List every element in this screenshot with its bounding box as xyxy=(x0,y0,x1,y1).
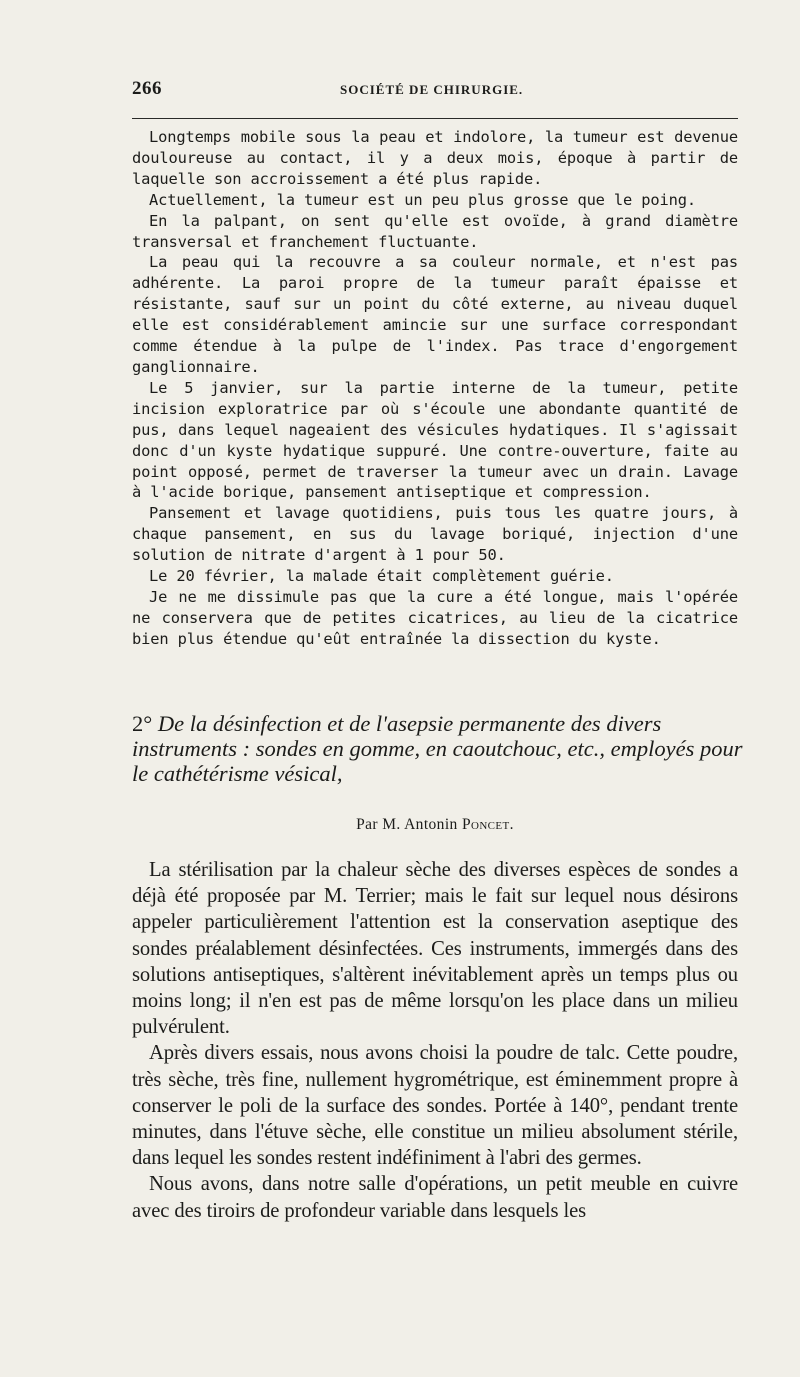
author-name: Poncet. xyxy=(461,816,514,833)
paragraph: Le 5 janvier, sur la partie interne de la tumeur, petite incision exploratrice par où s'écoule une abondante quantité de pus, dans lequel nageaient des vésicules hydatiques. Il s'agissait donc d'un kyste hydatique suppuré. Une contre-ouverture, faite au point opposé, permet de traverser la tumeur avec un drain. Lavage à l'acide borique, pansement antiseptique et compression. xyxy=(132,378,738,502)
page-header xyxy=(132,78,738,108)
paragraph: Pansement et lavage quotidiens, puis tous les quatre jours, à chaque pansement, en sus du lavage boriqué, injection d'une solution de nitrate d'argent à 1 pour 50. xyxy=(132,504,738,565)
header-rule xyxy=(132,118,738,119)
paragraph: Nous avons, dans notre salle d'opérations, un petit meuble en cuivre avec des tiroirs de profondeur variable dans lesquels les xyxy=(132,1173,738,1222)
paragraph: La stérilisation par la chaleur sèche des diverses espèces de sondes a déjà été proposée par M. Terrier; mais le fait sur lequel nous désirons appeler particulièrement l'attention est la conservation aseptique des sondes préalablement désinfectées. Ces instruments, immergés dans des solutions antiseptiques, s'altèrent inévitablement après un temps plus ou moins long; il n'en est pas de même lorsqu'on les place dans un milieu pulvérulent. xyxy=(132,859,738,1039)
paragraph: Le 20 février, la malade était complètement guérie. xyxy=(149,567,614,586)
section-heading xyxy=(132,711,744,786)
paragraph: En la palpant, on sent qu'elle est ovoïde, à grand diamètre transversal et franchement fluctuante. xyxy=(132,211,738,251)
article-text xyxy=(132,857,738,1224)
byline-prefix: Par M. Antonin xyxy=(356,816,458,833)
running-title: SOCIÉTÉ DE CHIRURGIE. xyxy=(340,82,524,97)
author-byline xyxy=(0,816,800,834)
paragraph: Je ne me dissimule pas que la cure a été longue, mais l'opérée ne conservera que de petites cicatrices, au lieu de la cicatrice bien plus étendue qu'eût entraînée la dissection du kyste. xyxy=(132,587,738,648)
section-number: 2° xyxy=(132,711,153,736)
paragraph: Actuellement, la tumeur est un peu plus grosse que le poing. xyxy=(149,190,696,209)
section-title: De la désinfection et de l'asepsie permanente des divers instruments : sondes en gomme, en caoutchouc, etc., employés pour le cathétérisme vésical, xyxy=(132,711,743,786)
observation-text xyxy=(132,127,738,650)
paragraph: La peau qui la recouvre a sa couleur normale, et n'est pas adhérente. La paroi propre de la tumeur paraît épaisse et résistante, sauf sur un point du côté externe, au niveau duquel elle est considérablement amincie sur une surface correspondant comme étendue à la pulpe de l'index. Pas trace d'engorgement ganglionnaire. xyxy=(132,253,738,376)
page-number: 266 xyxy=(132,78,162,99)
paragraph: Longtemps mobile sous la peau et indolore, la tumeur est devenue douloureuse au contact, il y a deux mois, époque à partir de laquelle son accroissement a été plus rapide. xyxy=(132,128,738,188)
paragraph: Après divers essais, nous avons choisi la poudre de talc. Cette poudre, très sèche, très fine, nullement hygrométrique, est éminemment propre à conserver le poli de la surface des sondes. Portée à 140°, pendant trente minutes, dans l'étuve sèche, elle constitue un milieu absolument stérile, dans lequel les sondes restent indéfiniment à l'abri des germes. xyxy=(132,1042,738,1170)
